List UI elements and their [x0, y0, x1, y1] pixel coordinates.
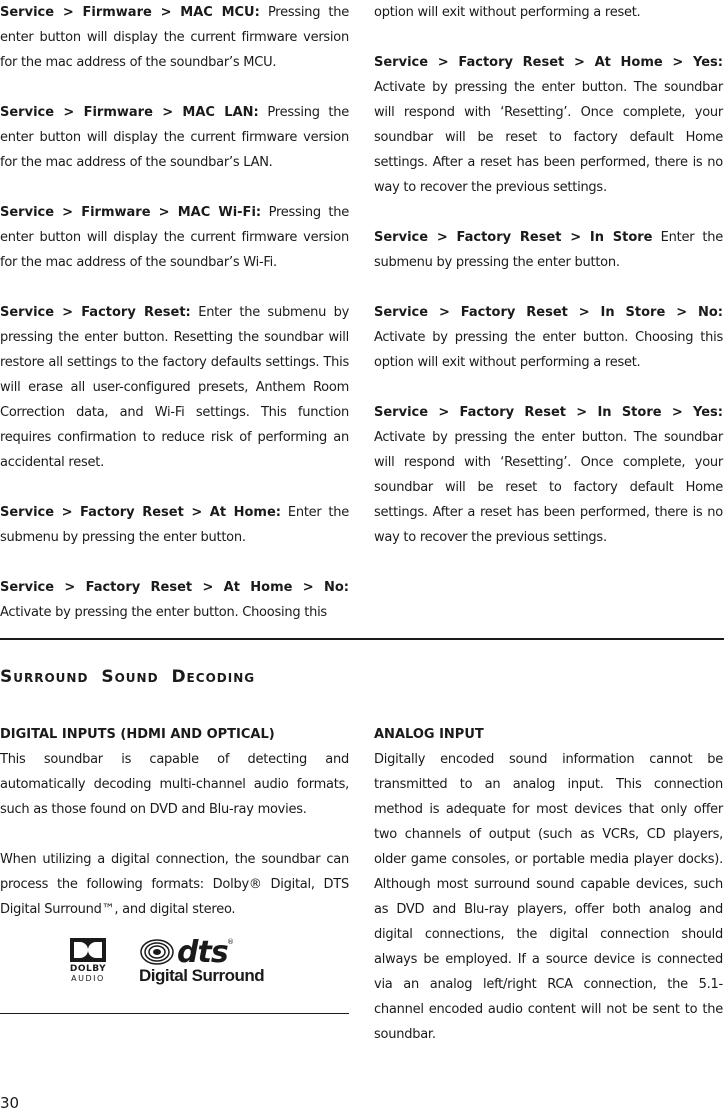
digital-inputs-para-1: This soundbar is capable of detecting and automatically decoding multi-channel audio formats, such as those found on DVD and Blu-ray movies.: [0, 752, 349, 817]
dts-digital-surround-logo: [139, 935, 269, 990]
format-logos: [66, 935, 286, 990]
entry-firmware-mac-lan: [0, 100, 349, 175]
entry-factory-reset-in-store-yes: [374, 400, 723, 550]
entry-factory-reset-at-home: [0, 500, 349, 550]
dts-disc-icon: [139, 938, 175, 966]
entry-heading: Service > Factory Reset > In Store > No:: [374, 305, 723, 320]
digital-inputs-section: [0, 722, 349, 947]
digital-section-divider: [0, 1013, 349, 1014]
continued-text: option will exit without performing a reset.: [374, 5, 641, 20]
dolby-logo-audio: AUDIO: [71, 974, 105, 983]
entry-text: Enter the submenu by pressing the enter button.: [0, 505, 349, 545]
entry-heading: Service > Firmware > MAC MCU:: [0, 5, 260, 20]
entry-text: Pressing the enter button will display the current firmware version for the mac address of the soundbar’s MCU.: [0, 5, 349, 70]
analog-input-para: Digitally encoded sound information cannot be transmitted to an analog input. This connection method is adequate for most devices that only offer two channels of output (such as VCRs, CD players, older game consoles, or portable media player docks). Although most surround sound capable devices, such as DVD and Blu-ray players, offer both analog and digital connections, the digital connection should always be employed. If a source device is connected via an analog left/right RCA connection, the 5.1-channel encoded audio content will not be sent to the soundbar.: [374, 752, 723, 1042]
entry-factory-reset-at-home-no: [0, 575, 349, 625]
entry-factory-reset-at-home-yes: [374, 50, 723, 200]
entry-text: Pressing the enter button will display the current firmware version for the mac address of the soundbar’s Wi-Fi.: [0, 205, 350, 270]
entry-text: Enter the submenu by pressing the enter button. Resetting the soundbar will restore all settings to the factory defaults settings. This will erase all user-configured presets, Anthem Room Correction data, and Wi-Fi settings. This function requires confirmation to reduce risk of performing an accidental reset.: [0, 305, 350, 470]
analog-input-heading: ANALOG INPUT: [374, 727, 484, 742]
entry-factory-reset-in-store: [374, 225, 723, 275]
entry-heading: Service > Firmware > MAC LAN:: [0, 105, 259, 120]
page-number: 30: [0, 1094, 20, 1112]
dts-logo-word: dts: [177, 935, 228, 970]
entry-firmware-mac-mcu: [0, 0, 349, 75]
entry-heading: Service > Factory Reset > At Home:: [0, 505, 281, 520]
dts-registered-mark: ®: [227, 938, 234, 946]
entry-text: Activate by pressing the enter button. Choosing this option will exit without performing a reset.: [374, 330, 723, 370]
entry-text: Pressing the enter button will display the current firmware version for the mac address of the soundbar’s LAN.: [0, 105, 349, 170]
dolby-logo-word: DOLBY: [69, 964, 107, 974]
section-title: Surround Sound Decoding: [0, 667, 256, 687]
section-divider: [0, 638, 724, 640]
entry-text: Activate by pressing the enter button. The soundbar will respond with ‘Resetting’. Once complete, your soundbar will be reset to factory default Home settings. After a reset has been performed, there is no way to recover the previous settings.: [374, 80, 723, 195]
dolby-audio-logo: [66, 938, 110, 990]
entry-heading: Service > Factory Reset:: [0, 305, 191, 320]
entry-heading: Service > Factory Reset > In Store > Yes:: [374, 405, 723, 420]
entry-heading: Service > Factory Reset > At Home > Yes:: [374, 55, 723, 70]
entry-factory-reset: [0, 300, 349, 475]
entry-text: Activate by pressing the enter button. The soundbar will respond with ‘Resetting’. Once complete, your soundbar will be reset to factory default Home settings. After a reset has been performed, there is no way to recover the previous settings.: [374, 430, 723, 545]
entry-heading: Service > Firmware > MAC Wi-Fi:: [0, 205, 262, 220]
right-column: [374, 0, 723, 575]
dolby-double-d-icon: [70, 938, 106, 962]
entry-text: Activate by pressing the enter button. Choosing this: [0, 605, 327, 620]
entry-heading: Service > Factory Reset > At Home > No:: [0, 580, 349, 595]
analog-input-section: [374, 722, 723, 1072]
entry-heading: Service > Factory Reset > In Store: [374, 230, 653, 245]
entry-text: Enter the submenu by pressing the enter button.: [374, 230, 723, 270]
digital-inputs-para-2: When utilizing a digital connection, the soundbar can process the following formats: Dolby® Digital, DTS Digital Surround™, and digital stereo.: [0, 852, 349, 917]
entry-firmware-mac-wifi: [0, 200, 349, 275]
digital-inputs-heading: DIGITAL INPUTS (HDMI AND OPTICAL): [0, 727, 275, 742]
dts-logo-subtitle: Digital Surround: [139, 966, 265, 985]
left-column: [0, 0, 349, 650]
entry-factory-reset-in-store-no: [374, 300, 723, 375]
